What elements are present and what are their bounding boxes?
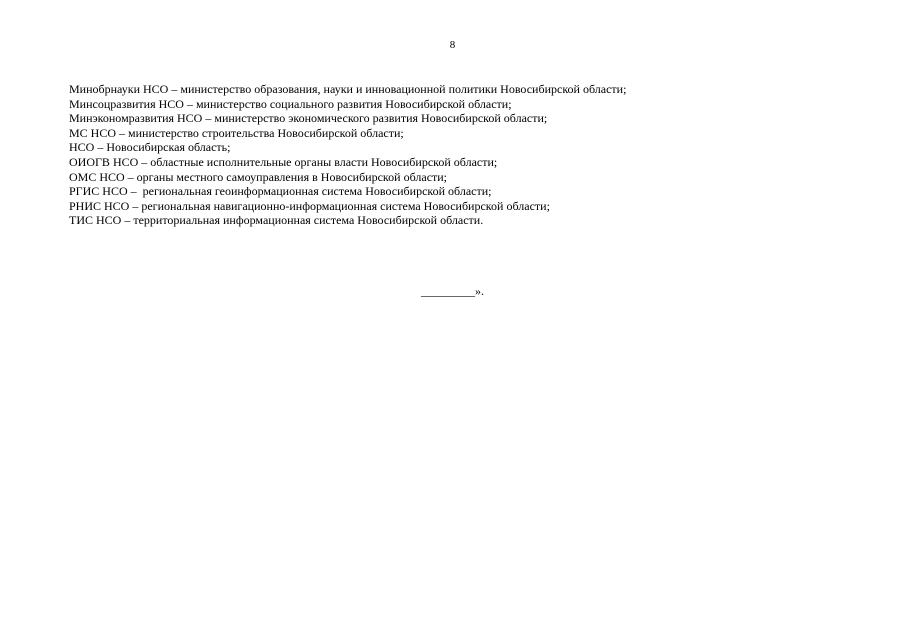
abbreviation-item: РГИС НСО – региональная геоинформационная система Новосибирской области; [69, 184, 492, 199]
abbreviation-item: Минэкономразвития НСО – министерство экономического развития Новосибирской области; [69, 111, 548, 126]
abbreviation-item: НСО – Новосибирская область; [69, 140, 231, 155]
abbreviation-item: Минобрнауки НСО – министерство образования, науки и инновационной политики Новосибирской области; [69, 82, 627, 96]
closing-mark: _________». [421, 284, 484, 298]
abbreviation-list [69, 82, 849, 228]
page-number: 8 [449, 39, 456, 51]
abbreviation-item: ТИС НСО – территориальная информационная система Новосибирской области. [69, 213, 484, 228]
abbreviation-item: Минсоцразвития НСО – министерство социального развития Новосибирской области; [69, 96, 512, 111]
abbreviation-item: ОИОГВ НСО – областные исполнительные органы власти Новосибирской области; [69, 154, 498, 169]
abbreviation-item: ОМС НСО – органы местного самоуправления в Новосибирской области; [69, 169, 448, 184]
abbreviation-item: МС НСО – министерство строительства Новосибирской области; [69, 125, 404, 140]
abbreviation-item: РНИС НСО – региональная навигационно-информационная система Новосибирской области; [69, 198, 550, 213]
